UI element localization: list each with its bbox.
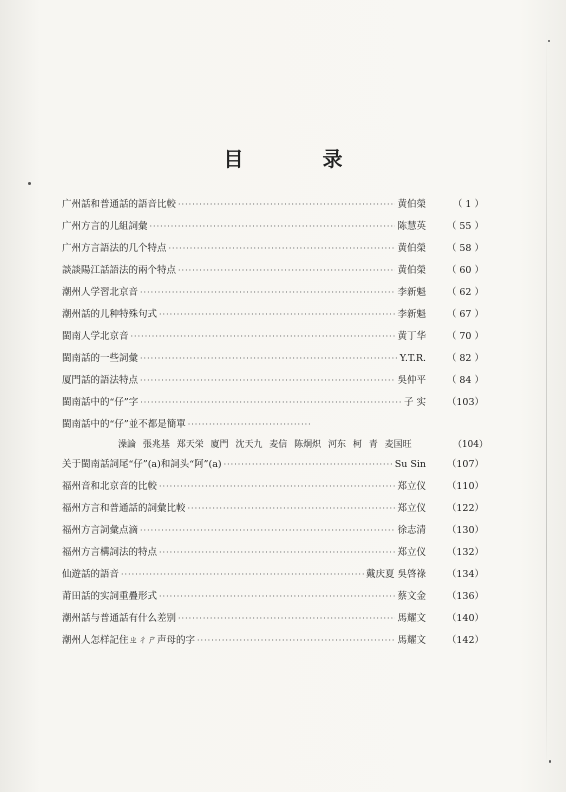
entry-author: 蔡文金 [397, 591, 426, 602]
entry-title: 閩南話中的“仔”字 [62, 397, 139, 408]
toc-entry[interactable] [62, 307, 484, 323]
entry-title: 閩南人学北京音 [62, 331, 129, 342]
entry-author: 黄伯榮 [397, 243, 426, 254]
entry-title: 莆田話的实詞重疊形式 [62, 591, 158, 602]
entry-page: （ 60 ） [446, 265, 484, 276]
entry-page: （130） [446, 525, 484, 536]
entry-author: 李新魁 [397, 309, 426, 320]
entry-page: （ 67 ） [446, 309, 484, 320]
leader-dots [178, 611, 395, 627]
entry-author: 馬耀文 [397, 613, 426, 624]
entry-author: Y.T.R. [399, 353, 426, 364]
toc-entry[interactable] [62, 567, 484, 583]
entry-title: 潮州話的儿种特殊句式 [62, 309, 158, 320]
toc-entry[interactable] [62, 479, 484, 495]
scan-speck [548, 40, 550, 42]
toc-entry[interactable] [62, 219, 484, 235]
entry-page: （104） [452, 440, 488, 450]
toc-entry[interactable] [62, 197, 484, 213]
entry-title: 福州方言詞彙点滴 [62, 525, 139, 536]
leader-dots [140, 373, 395, 389]
toc-entry[interactable] [62, 395, 484, 411]
leader-dots [159, 545, 395, 561]
entry-author: Su Sin [394, 459, 426, 470]
toc-entry[interactable] [62, 263, 484, 279]
entry-author: 陈慧英 [397, 221, 426, 232]
leader-dots [140, 285, 395, 301]
subline-authors: 澡論 張兆基 郑天栄 廈門 沈天九 麦信 陈炯炽 河东 柯 青 麦国旺 [118, 440, 412, 450]
toc-entry[interactable] [62, 457, 484, 473]
entry-title: 福州方言和普通話的詞彙比較 [62, 503, 186, 514]
leader-dots [150, 219, 396, 235]
toc-entry[interactable] [62, 373, 484, 389]
page-edge-shadow [546, 30, 547, 770]
leader-dots [140, 351, 398, 367]
leader-dots [140, 523, 395, 539]
entry-page: （140） [446, 613, 484, 624]
entry-title: 潮州人怎样記住ㄓㄔㄕ声母的字 [62, 635, 196, 646]
entry-author: 黄伯榮 [397, 265, 426, 276]
entry-page: （ 70 ） [446, 331, 484, 342]
entry-title: 广州話和普通話的語音比較 [62, 199, 177, 210]
toc-entry[interactable] [62, 241, 484, 257]
entry-author: 子 实 [403, 397, 426, 408]
leader-dots [121, 567, 364, 583]
toc-entry[interactable] [62, 611, 484, 627]
entry-title: 潮州話与普通話有什么差别 [62, 613, 177, 624]
entry-page: （122） [446, 503, 484, 514]
entry-title: 閩南話中的“仔”並不都是簡單 [62, 419, 186, 430]
entry-author: 戴庆夏 吳啓祿 [365, 569, 426, 580]
leader-dots [188, 501, 396, 517]
leader-dots [169, 241, 396, 257]
toc-entry[interactable] [62, 523, 484, 539]
entry-author: 郑立仪 [397, 547, 426, 558]
leader-dots [159, 589, 395, 605]
entry-page: （103） [446, 397, 484, 408]
entry-author: 徐志清 [397, 525, 426, 536]
entry-title: 仙遊話的語音 [62, 569, 120, 580]
toc-entry[interactable] [62, 633, 484, 649]
toc-subline[interactable] [118, 437, 488, 453]
entry-page: （ 62 ） [446, 287, 484, 298]
toc-entry[interactable] [62, 501, 484, 517]
page-title: 目 录 [223, 147, 379, 171]
entry-title: 談談陽江話語法的兩个特点 [62, 265, 177, 276]
toc-entry[interactable] [62, 589, 484, 605]
leader-dots [159, 479, 395, 495]
entry-page: （134） [446, 569, 484, 580]
entry-page: （ 55 ） [446, 221, 484, 232]
toc-entry[interactable] [62, 351, 484, 367]
entry-author: 馬耀文 [397, 635, 426, 646]
entry-author: 黄丁华 [397, 331, 426, 342]
toc-entry[interactable] [62, 329, 484, 345]
leader-dots [197, 633, 395, 649]
entry-author: 李新魁 [397, 287, 426, 298]
entry-title: 福州音和北京音的比較 [62, 481, 158, 492]
toc-entry[interactable] [62, 545, 484, 561]
entry-page: （132） [446, 547, 484, 558]
leader-dots [131, 329, 396, 345]
leader-dots [224, 457, 393, 473]
scan-speck [549, 760, 551, 763]
toc-entry[interactable] [62, 285, 484, 301]
entry-page: （ 84 ） [446, 375, 484, 386]
leader-dots [188, 417, 310, 433]
entry-title: 閩南話的一些詞彙 [62, 353, 139, 364]
scan-speck [28, 182, 31, 185]
entry-title: 广州方言語法的几个特点 [62, 243, 167, 254]
leader-dots [178, 263, 395, 279]
entry-page: （142） [446, 635, 484, 646]
leader-dots [159, 307, 395, 323]
toc-entry[interactable] [62, 417, 312, 433]
entry-author: 黄伯榮 [397, 199, 426, 210]
entry-title: 福州方言構詞法的特点 [62, 547, 158, 558]
leader-dots [178, 197, 395, 213]
entry-page: （ 58 ） [446, 243, 484, 254]
entry-page: （110） [446, 481, 484, 492]
entry-author: 郑立仪 [397, 481, 426, 492]
entry-page: （ 1 ） [452, 199, 484, 210]
entry-title: 广州方言的儿組詞彙 [62, 221, 148, 232]
entry-page: （107） [446, 459, 484, 470]
entry-author: 郑立仪 [397, 503, 426, 514]
entry-author: 吳仲平 [397, 375, 426, 386]
entry-page: （136） [446, 591, 484, 602]
entry-page: （ 82 ） [446, 353, 484, 364]
entry-title: 厦門話的語法特点 [62, 375, 139, 386]
leader-dots [140, 395, 402, 411]
entry-title: 潮州人学習北京音 [62, 287, 139, 298]
entry-title: 关于閩南話詞尾“仔”(a)和詞头“阿”(a) [62, 459, 222, 470]
